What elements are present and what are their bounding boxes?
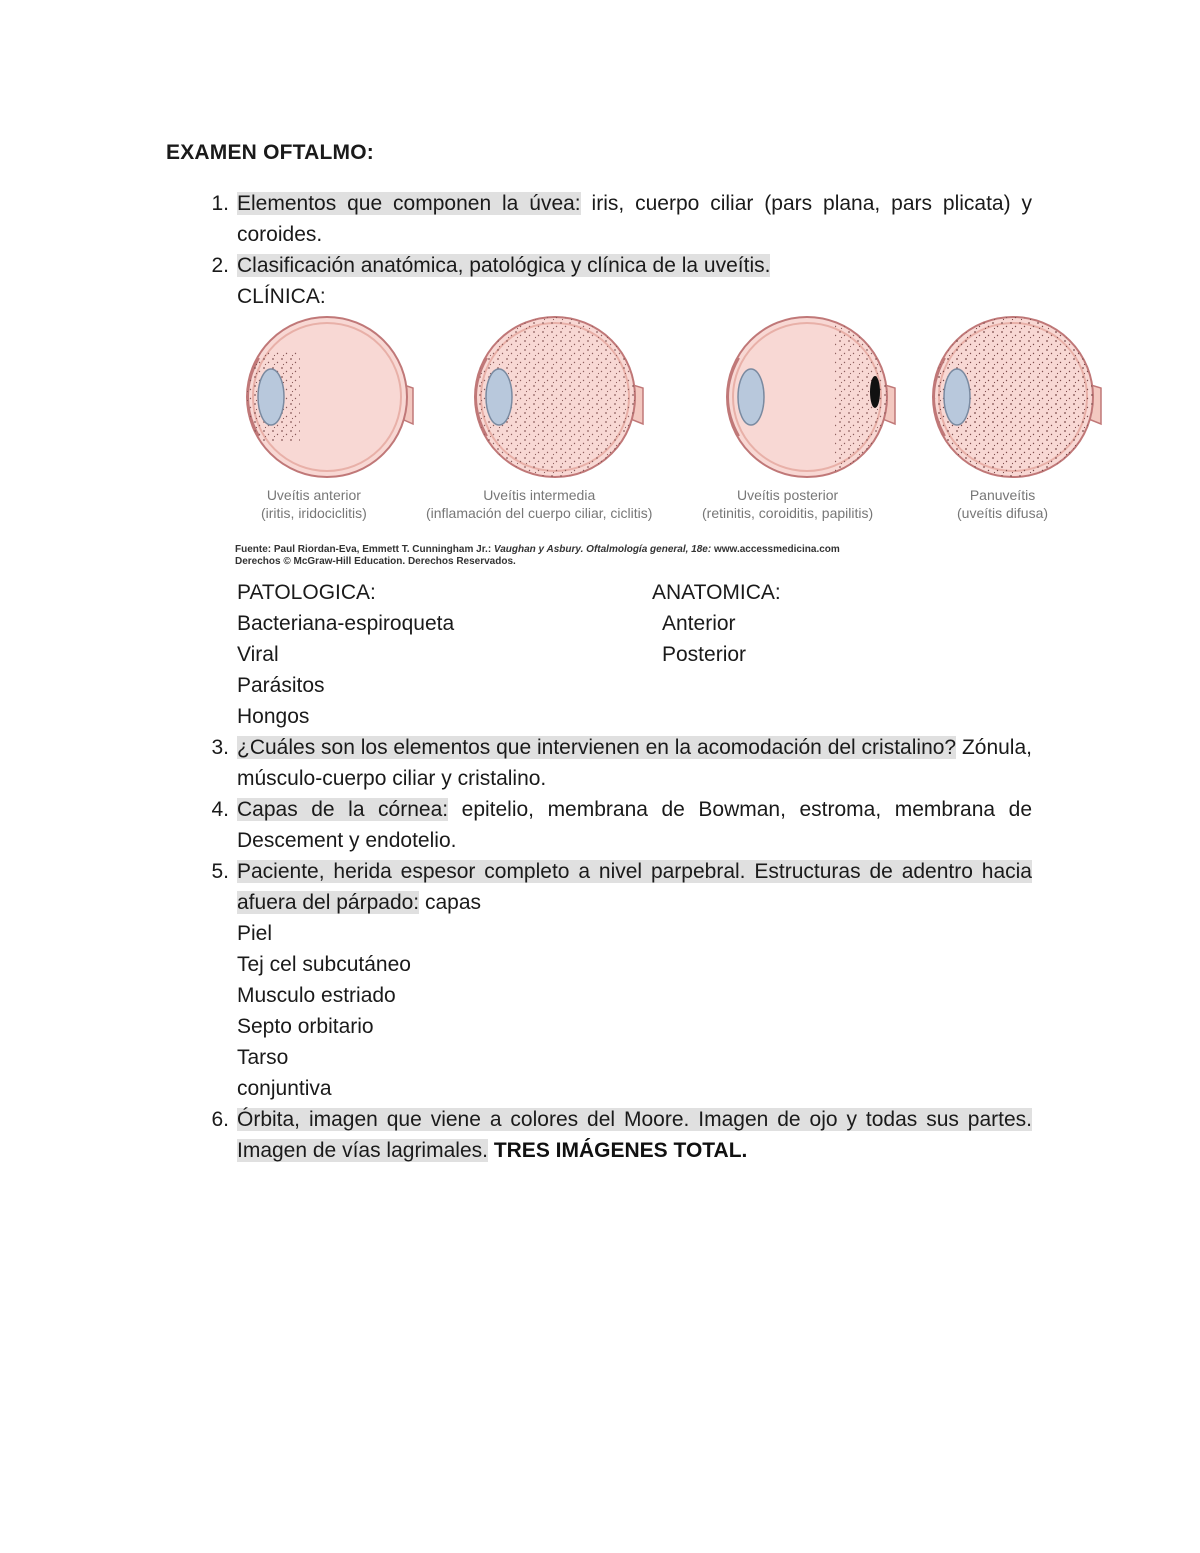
eyelid-layer: conjuntiva xyxy=(237,1077,332,1100)
eye-anterior-uveitis xyxy=(235,317,413,477)
question-2 xyxy=(211,250,1049,732)
anatomica-label: ANATOMICA: xyxy=(652,581,781,604)
eyelid-layer: Piel xyxy=(237,922,273,945)
eye-panuveitis xyxy=(933,317,1101,477)
caption-line: Uveítis posterior xyxy=(737,487,839,503)
answer-text: epitelio, membrana de Bowman, estroma, membrana de Descement y endotelio. xyxy=(237,798,1032,852)
question-highlight: Órbita, imagen que viene a colores del Moore. Imagen de ojo y todas sus partes. Imagen de vías lagrimales. xyxy=(237,1108,1032,1162)
figure-source-line-1: Fuente: Paul Riordan-Eva, Emmett T. Cunningham Jr.: Vaughan y Asbury. Oftalmología general, 18e: www.accessmedicina.com xyxy=(235,544,840,555)
eyelid-layer: Musculo estriado xyxy=(237,984,396,1007)
patologica-item: Hongos xyxy=(237,705,310,728)
question-5 xyxy=(211,856,1032,1104)
question-highlight: Capas de la córnea: xyxy=(237,798,449,821)
caption-line: (retinitis, coroiditis, papilitis) xyxy=(702,505,874,521)
eye-intermediate-uveitis xyxy=(475,317,643,477)
caption-line: Uveítis anterior xyxy=(266,487,361,503)
question-highlight: ¿Cuáles son los elementos que intervienen en la acomodación del cristalino? xyxy=(237,736,957,759)
caption-line: (uveítis difusa) xyxy=(957,505,1049,521)
question-number: 4. xyxy=(211,798,229,821)
question-highlight: Clasificación anatómica, patológica y clínica de la uveítis. xyxy=(237,254,771,277)
uveitis-figure xyxy=(235,312,1105,577)
eyelid-layer: Septo orbitario xyxy=(237,1015,374,1038)
patologica-item: Bacteriana-espiroqueta xyxy=(237,612,455,635)
anatomica-column xyxy=(652,577,781,670)
question-4 xyxy=(211,794,1032,856)
caption-line: (iritis, iridociclitis) xyxy=(261,505,367,521)
question-number: 6. xyxy=(211,1108,229,1131)
caption-intermediate xyxy=(426,486,652,522)
clinica-label: CLÍNICA: xyxy=(237,285,326,308)
caption-anterior xyxy=(261,486,367,522)
eyelid-layer: Tej cel subcutáneo xyxy=(237,953,411,976)
question-3 xyxy=(211,732,1032,794)
question-highlight: Elementos que componen la úvea: xyxy=(237,192,581,215)
answer-text: Zónula, músculo-cuerpo ciliar y cristalino. xyxy=(237,736,1032,790)
caption-panuveitis xyxy=(957,486,1048,522)
question-highlight: Paciente, herida espesor completo a nivel parpebral. Estructuras de adentro hacia afuera del párpado: xyxy=(237,860,1032,914)
caption-line: (inflamación del cuerpo ciliar, ciclitis) xyxy=(426,505,653,521)
caption-posterior xyxy=(702,486,873,522)
anatomica-item: Anterior xyxy=(662,612,736,635)
uveitis-eye-diagrams xyxy=(235,312,1105,577)
question-6 xyxy=(211,1104,1032,1166)
answer-text: iris, cuerpo ciliar (pars plana, pars plicata) y coroides. xyxy=(237,192,1032,246)
bold-note: TRES IMÁGENES TOTAL. xyxy=(493,1139,748,1162)
caption-line: Uveítis intermedia xyxy=(483,487,596,503)
answer-text: capas xyxy=(419,891,482,914)
classification-columns xyxy=(237,577,1032,732)
caption-line: Panuveítis xyxy=(969,487,1036,503)
document-title: EXAMEN OFTALMO: xyxy=(166,141,374,164)
eye-posterior-uveitis xyxy=(727,317,895,477)
patologica-item: Viral xyxy=(237,643,279,666)
question-number: 3. xyxy=(211,736,229,759)
eyelid-layer: Tarso xyxy=(237,1046,289,1069)
patologica-label: PATOLOGICA: xyxy=(237,581,376,604)
question-list xyxy=(211,188,1049,1166)
question-number: 2. xyxy=(211,254,229,277)
question-1 xyxy=(211,188,1032,250)
patologica-column xyxy=(237,577,454,732)
anatomica-item: Posterior xyxy=(662,643,747,666)
patologica-item: Parásitos xyxy=(237,674,325,697)
question-number: 5. xyxy=(211,860,229,883)
figure-source-line-2: Derechos © McGraw-Hill Education. Derechos Reservados. xyxy=(235,556,516,567)
question-number: 1. xyxy=(211,192,229,215)
